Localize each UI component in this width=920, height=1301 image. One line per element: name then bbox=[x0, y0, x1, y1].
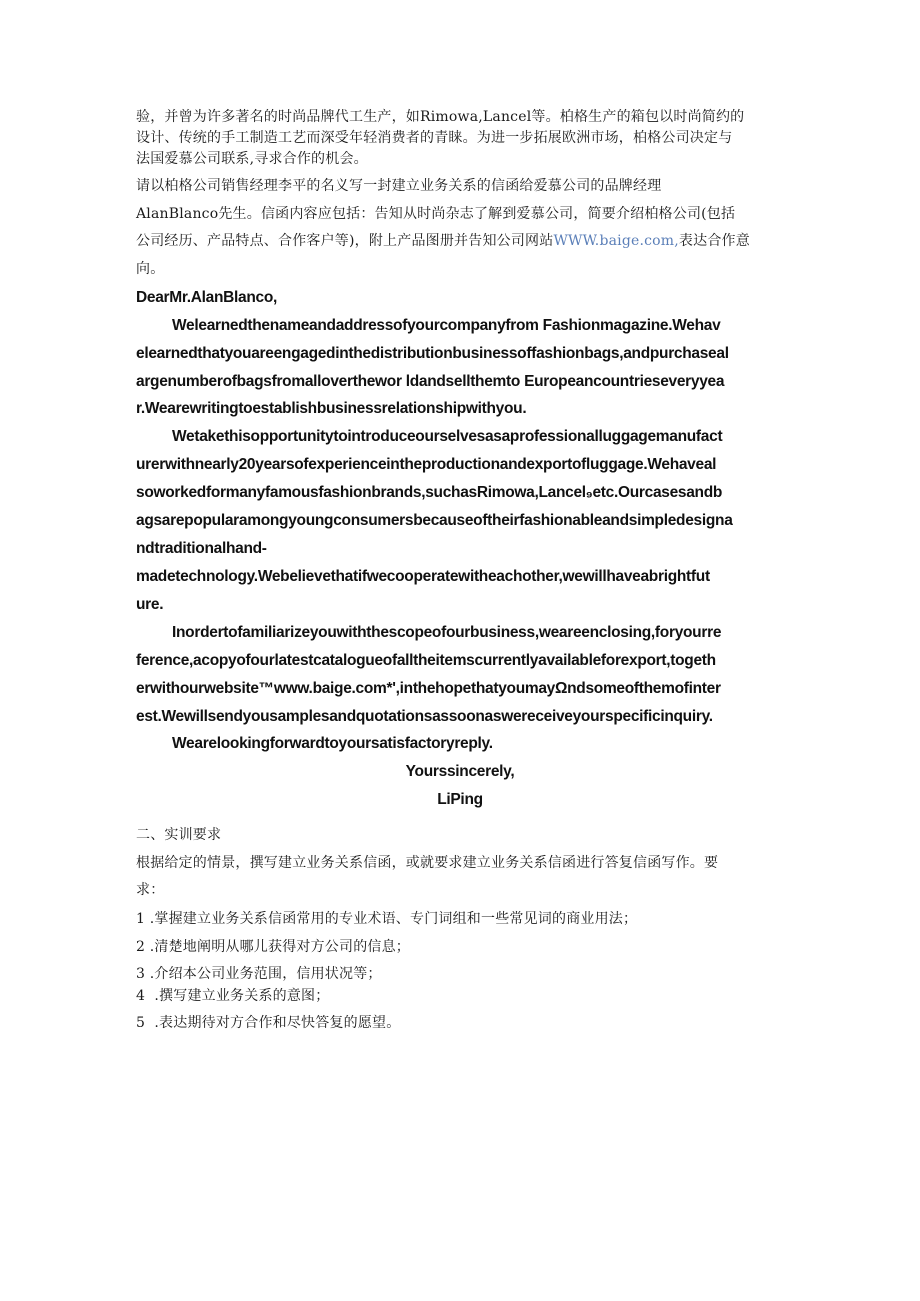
letter-p2-line-5: ndtraditionalhand- bbox=[136, 540, 267, 557]
requirements-intro-line-2: 求： bbox=[136, 882, 165, 898]
requirement-item-5: 5 .表达期待对方合作和尽快答复的愿望。 bbox=[136, 1015, 401, 1031]
task-line-4: 向。 bbox=[136, 261, 165, 277]
background-line-1: 验，并曾为许多著名的时尚品牌代工生产，如Rimowa,Lancel等。柏格生产的箱包以时尚简约的 bbox=[136, 109, 745, 125]
letter-p1-line-3: argenumberofbagsfromalloverthewor ldandsellthemto Europeancountrieseveryyea bbox=[136, 373, 725, 390]
background-line-2: 设计、传统的手工制造工艺而深受年轻消费者的青睐。为进一步拓展欧洲市场，柏格公司决定与 bbox=[136, 130, 733, 146]
letter-p2-line-2: urerwithnearly20yearsofexperienceintheproductionandexportofluggage.Wehaveal bbox=[136, 456, 717, 473]
letter-closing: Yourssincerely, bbox=[405, 763, 515, 780]
letter-p3-line-1: Inordertofamiliarizeyouwiththescopeofourbusiness,weareenclosing,foryourre bbox=[172, 624, 722, 641]
requirement-item-4: 4 .撰写建立业务关系的意图； bbox=[136, 988, 330, 1004]
letter-p2-line-6: madetechnology.Webelievethatifwecooperatewitheachother,wewillhaveabrightfut bbox=[136, 568, 710, 585]
task-line-2: AlanBlanco先生。信函内容应包括：告知从时尚杂志了解到爱慕公司，简要介绍柏格公司(包括 bbox=[136, 206, 736, 222]
requirements-heading: 二、实训要求 bbox=[136, 827, 222, 843]
task-line-3 bbox=[136, 230, 750, 250]
letter-p3-line-4: est.Wewillsendyousamplesandquotationsassoonaswereceiveyourspecificinquiry. bbox=[136, 708, 713, 725]
letter-p1-line-4: r.Wearewritingtoestablishbusinessrelationshipwithyou. bbox=[136, 400, 527, 417]
website-link[interactable]: WWW.baige.com, bbox=[553, 233, 679, 249]
requirements-intro-line-1: 根据给定的情景，撰写建立业务关系信函，或就要求建立业务关系信函进行答复信函写作。要 bbox=[136, 855, 719, 871]
requirement-item-2: 2 .清楚地阐明从哪儿获得对方公司的信息； bbox=[136, 939, 411, 955]
letter-p2-line-3: soworkedformanyfamousfashionbrands,suchasRimowa,Lancel₉etc.Ourcasesandb bbox=[136, 484, 723, 501]
letter-p3-line-3: erwithourwebsite™www.baige.com*',inthehopethatyoumayΩndsomeofthemofinter bbox=[136, 680, 721, 697]
requirement-item-1: 1 .掌握建立业务关系信函常用的专业术语、专门词组和一些常见词的商业用法； bbox=[136, 911, 638, 927]
letter-p2-line-1: Wetakethisopportunitytointroduceourselvesasaprofessionalluggagemanufact bbox=[172, 428, 723, 445]
letter-salutation: DearMr.AlanBlanco, bbox=[136, 289, 278, 306]
task-line-3-text-a: 公司经历、产品特点、合作客户等)，附上产品图册并告知公司网站 bbox=[136, 233, 554, 249]
letter-p1-line-2: elearnedthatyouareengagedinthedistributionbusinessoffashionbags,andpurchaseal bbox=[136, 345, 729, 362]
task-line-3-text-b: 表达合作意 bbox=[678, 233, 750, 249]
requirement-item-3: 3 .介绍本公司业务范围，信用状况等； bbox=[136, 966, 382, 982]
letter-p2-line-4: agsarepopularamongyoungconsumersbecauseoftheirfashionableandsimpledesigna bbox=[136, 512, 733, 529]
letter-signature: LiPing bbox=[437, 791, 483, 808]
task-line-1: 请以柏格公司销售经理李平的名义写一封建立业务关系的信函给爱慕公司的品牌经理 bbox=[136, 178, 662, 194]
letter-p2-line-7: ure. bbox=[136, 596, 164, 613]
letter-p1-line-1: Welearnedthenameandaddressofyourcompanyfrom Fashionmagazine.Wehav bbox=[172, 317, 721, 334]
letter-p4: Wearelookingforwardtoyoursatisfactoryreply. bbox=[172, 735, 493, 752]
background-line-3: 法国爱慕公司联系,寻求合作的机会。 bbox=[136, 151, 368, 167]
letter-p3-line-2: ference,acopyofourlatestcatalogueofalltheitemscurrentlyavailableforexport,togeth bbox=[136, 652, 716, 669]
